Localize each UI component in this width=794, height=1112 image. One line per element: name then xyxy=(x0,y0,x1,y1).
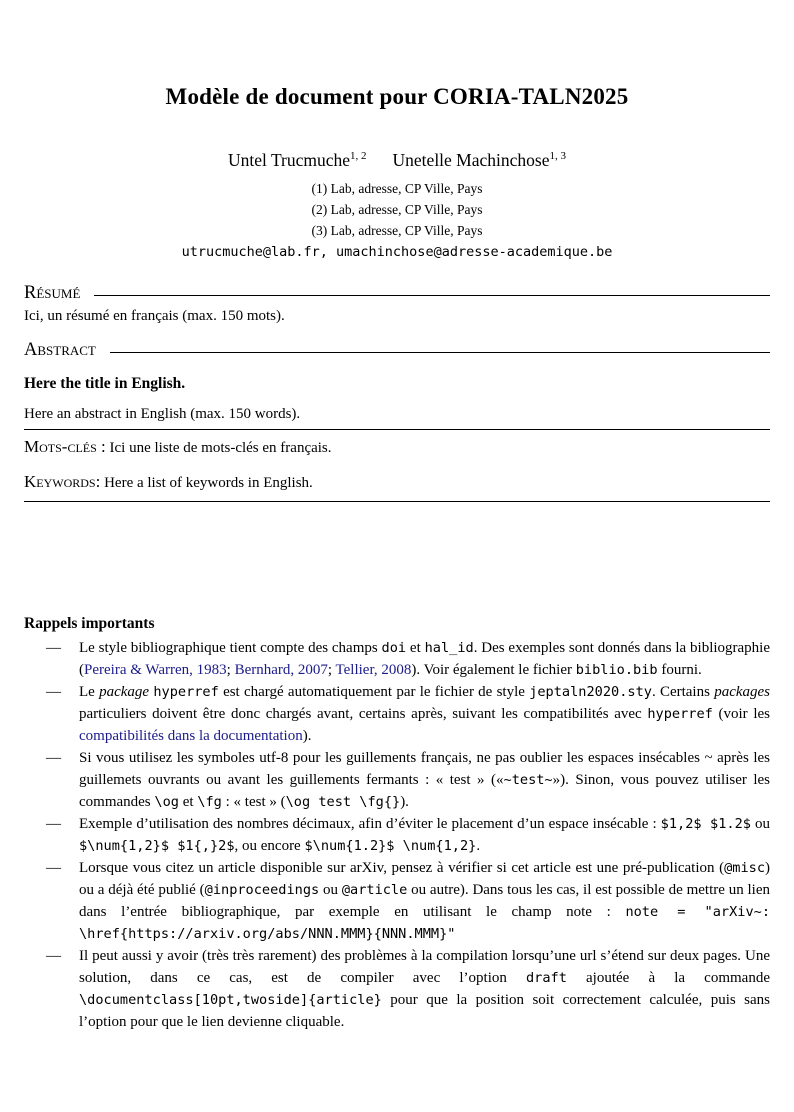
author-2-affiliation-sup: 1, 3 xyxy=(549,150,566,163)
text-segment: est chargé automatiquement par le fichier de style xyxy=(218,684,530,700)
affiliation-1: (1) Lab, adresse, CP Ville, Pays xyxy=(311,181,483,196)
text-segment: @misc xyxy=(724,860,765,876)
list-item-text xyxy=(79,750,770,810)
text-segment: hyperref xyxy=(647,706,713,722)
text-segment: pour que la position soit correctement calculée, puis sans l’option pour que le lien devienne cliquable. xyxy=(79,992,770,1030)
text-segment: ou autre). Dans tous les cas, il est possible de mettre un lien dans l’entrée bibliographique, par exemple en utilisant le champ note : xyxy=(79,882,771,920)
keywords-text: Here a list of keywords in English. xyxy=(100,475,313,491)
text-segment: note = "arXiv~: \href{https://arxiv.org/abs/NNN.MMM}{NNN.MMM}" xyxy=(79,904,770,942)
abstract-text: Here an abstract in English (max. 150 words). xyxy=(24,404,770,430)
author-line xyxy=(24,150,770,171)
text-segment: ). xyxy=(302,728,312,744)
list-item-text xyxy=(79,640,770,678)
text-segment: particuliers doivent être donc chargés avant, certains après, suivant les compatibilités avec xyxy=(79,706,648,722)
text-segment: . Certains xyxy=(651,684,715,700)
text-segment: et xyxy=(406,640,425,656)
rappels-list xyxy=(24,637,770,1033)
text-segment: hal_id xyxy=(424,640,474,656)
list-item-text xyxy=(79,860,770,942)
resume-text: Ici, un résumé en français (max. 150 mots). xyxy=(24,308,285,324)
text-segment: Exemple d’utilisation des nombres décimaux, afin d’éviter le placement d’un espace insécable : xyxy=(79,816,661,832)
text-segment: biblio.bib xyxy=(575,662,658,678)
list-item-text xyxy=(79,684,770,744)
text-segment: packages xyxy=(714,684,771,700)
mots-cles-label: Mots-clés : xyxy=(24,437,106,456)
page-title: Modèle de document pour CORIA-TALN2025 xyxy=(165,84,629,109)
affiliation-3: (3) Lab, adresse, CP Ville, Pays xyxy=(311,223,483,238)
inline-link[interactable]: Tellier, 2008 xyxy=(335,662,412,678)
list-item xyxy=(24,747,770,813)
text-segment: doi xyxy=(381,640,407,656)
text-segment: ~test~ xyxy=(503,772,553,788)
text-segment: Il peut aussi y avoir (très très rarement) des problèmes à la compilation lorsqu’une url s’étend sur deux pages. Une solution, dans ce cas, est de compiler avec l’option xyxy=(79,948,770,986)
text-segment: jeptaln2020.sty xyxy=(529,684,652,700)
resume-rule xyxy=(94,295,770,296)
text-segment: ) ou a déjà été publié ( xyxy=(79,860,770,898)
author-1-name: Untel Trucmuche xyxy=(228,150,351,170)
author-2 xyxy=(393,150,566,171)
dash-marker: — xyxy=(46,684,61,700)
mots-cles-text: Ici une liste de mots-clés en français. xyxy=(105,440,332,456)
text-segment: fourni. xyxy=(657,662,702,678)
text-segment: Si vous utilisez les symboles utf-8 pour les guillements français, ne pas oublier les espaces insécables ~ après les guillemets ouvrants ou avant les guillements fermants : « test » (« xyxy=(79,750,770,788)
text-segment: (voir les xyxy=(712,706,770,722)
text-segment: $\num{1,2}$ $1{,}2$ xyxy=(79,838,235,854)
inline-link[interactable]: Bernhard, 2007 xyxy=(234,662,328,678)
list-item-text xyxy=(79,948,770,1030)
abstract-section-header xyxy=(24,340,770,361)
affiliation-block xyxy=(24,178,770,241)
author-2-name: Unetelle Machinchose xyxy=(392,150,550,170)
inline-link[interactable]: compatibilités dans la documentation xyxy=(79,728,303,744)
text-segment: ; xyxy=(226,662,235,678)
resume-section-header xyxy=(24,283,770,304)
text-segment: et xyxy=(178,794,198,810)
text-segment: , ou encore xyxy=(234,838,305,854)
text-segment: Le xyxy=(79,684,100,700)
text-segment: ). Voir également le fichier xyxy=(411,662,576,678)
abstract-label: Abstract xyxy=(24,340,96,360)
dash-marker: — xyxy=(46,860,61,876)
keywords-line xyxy=(24,471,770,494)
text-segment: . Des exemples sont donnés dans la bibliographie ( xyxy=(79,640,771,678)
text-segment: : « test » ( xyxy=(221,794,286,810)
list-item xyxy=(24,681,770,747)
list-item xyxy=(24,857,770,945)
text-segment: ; xyxy=(327,662,336,678)
text-segment: \documentclass[10pt,twoside]{article} xyxy=(79,992,382,1008)
text-segment: Le style bibliographique tient compte des champs xyxy=(79,640,382,656)
inline-link[interactable]: Pereira & Warren, 1983 xyxy=(84,662,227,678)
keywords-label: Keywords: xyxy=(24,472,101,491)
dash-marker: — xyxy=(46,948,61,964)
text-segment: hyperref xyxy=(153,684,219,700)
text-segment: ou xyxy=(319,882,342,898)
text-segment: . xyxy=(476,838,481,854)
text-segment: \og xyxy=(154,794,179,810)
author-emails: utrucmuche@lab.fr, umachinchose@adresse-academique.be xyxy=(181,244,613,260)
text-segment: draft xyxy=(525,970,567,986)
text-segment: Lorsque vous citez un article disponible sur arXiv, pensez à vérifier si cet article est une pré-publication ( xyxy=(79,860,725,876)
text-segment: $\num{1.2}$ \num{1,2} xyxy=(304,838,477,854)
resume-label: Résumé xyxy=(24,283,81,303)
rappels-heading: Rappels importants xyxy=(24,615,155,632)
front-matter-bottom-rule xyxy=(24,501,770,502)
text-segment: \og test \fg{} xyxy=(285,794,401,810)
text-segment: $1,2$ $1.2$ xyxy=(660,816,751,832)
english-title: Here the title in English. xyxy=(24,375,186,392)
affiliation-2: (2) Lab, adresse, CP Ville, Pays xyxy=(311,202,483,217)
text-segment: \fg xyxy=(197,794,222,810)
dash-marker: — xyxy=(46,750,61,766)
text-segment: @article xyxy=(341,882,408,898)
mots-cles-line xyxy=(24,436,770,459)
list-item-text xyxy=(79,816,770,854)
list-item xyxy=(24,637,770,681)
author-1 xyxy=(228,150,367,171)
text-segment: package xyxy=(99,684,150,700)
text-segment: @inproceedings xyxy=(204,882,320,898)
text-segment: »). Sinon, vous pouvez utiliser les commandes xyxy=(79,772,770,810)
text-segment: ). xyxy=(400,794,409,810)
author-1-affiliation-sup: 1, 2 xyxy=(350,150,367,163)
list-item xyxy=(24,813,770,857)
dash-marker: — xyxy=(46,640,61,656)
text-segment: ou xyxy=(750,816,771,832)
list-item xyxy=(24,945,770,1033)
text-segment: ajoutée à la commande xyxy=(566,970,770,986)
dash-marker: — xyxy=(46,816,61,832)
abstract-rule xyxy=(110,352,770,353)
